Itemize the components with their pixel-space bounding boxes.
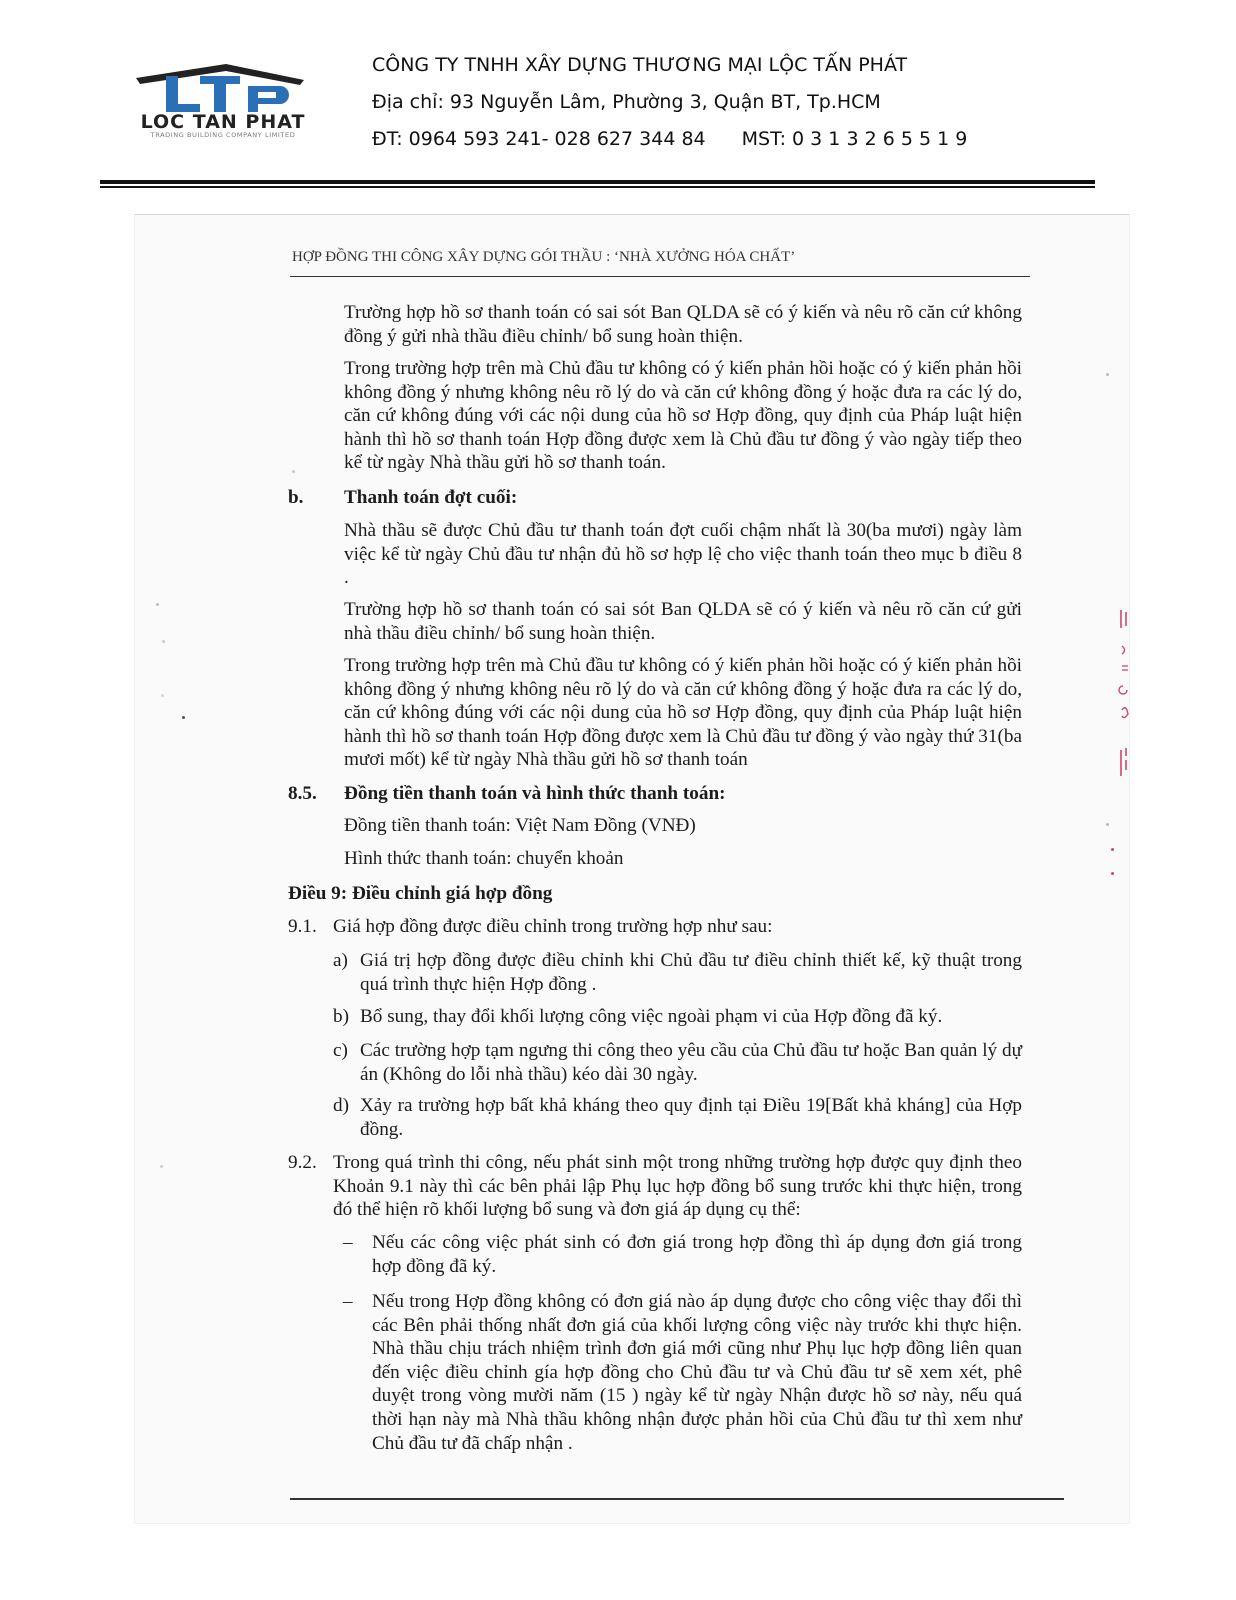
running-header: HỢP ĐỒNG THI CÔNG XÂY DỰNG GÓI THẦU : ‘NHÀ XƯỞNG HÓA CHẤT’ xyxy=(292,249,796,265)
section-9-1-text: Giá hợp đồng được điều chỉnh trong trường hợp như sau: xyxy=(333,916,773,937)
header-rule xyxy=(290,276,1030,277)
scan-speck xyxy=(156,603,159,606)
scan-speck xyxy=(182,716,185,719)
company-phone: ĐT: 0964 593 241- 028 627 344 84 xyxy=(372,128,706,150)
section-8-5-title: Đồng tiền thanh toán và hình thức thanh toán: xyxy=(344,783,726,804)
scan-speck xyxy=(292,470,295,473)
scan-speck xyxy=(160,1165,163,1168)
article-9-title: Điều 9: Điều chỉnh giá hợp đồng xyxy=(288,883,553,904)
section-8-5-number: 8.5. xyxy=(288,783,317,804)
stamp-edge-marks xyxy=(1118,610,1132,790)
section-9-2-number: 9.2. xyxy=(288,1152,317,1173)
paragraph-final-payment: Nhà thầu sẽ được Chủ đầu tư thanh toán đợt cuối chậm nhất là 30(ba mươi) ngày làm việc kể từ ngày Chủ đầu tư nhận đủ hồ sơ hợp lệ cho việc thanh toán theo mục b điều 8 . xyxy=(344,520,1022,589)
paragraph-invalid-dossier-final: Trường hợp hồ sơ thanh toán có sai sót Ban QLDA sẽ có ý kiến và nêu rõ căn cứ gửi nhà thầu điều chỉnh/ bổ sung hoàn thiện. xyxy=(344,599,1022,644)
company-tax-code: MST: 0 3 1 3 2 6 5 5 1 9 xyxy=(741,128,968,150)
item-a-label: a) xyxy=(333,950,348,971)
section-9-1-number: 9.1. xyxy=(288,916,317,937)
stamp-fragment-icon xyxy=(1118,610,1132,790)
item-b-label: b. xyxy=(288,487,304,508)
item-d-text: Xảy ra trường hợp bất khả kháng theo quy định tại Điều 19[Bất khả kháng] của Hợp đồng. xyxy=(360,1095,1022,1140)
logo-tagline: TRADING BUILDING COMPANY LIMITED xyxy=(150,131,296,139)
company-address: Địa chỉ: 93 Nguyễn Lâm, Phường 3, Quận BT, Tp.HCM xyxy=(372,91,881,113)
payment-currency: Đồng tiền thanh toán: Việt Nam Đồng (VNĐ) xyxy=(344,815,696,836)
paragraph-no-feedback: Trong trường hợp trên mà Chủ đầu tư không có ý kiến phản hồi hoặc có ý kiến phản hồi không đồng ý nhưng không nêu rõ lý do và căn cứ không đồng ý hoặc đưa ra các lý do, căn cứ không đúng với các nội dung của hồ sơ Hợp đồng, quy định của Pháp luật hiện hành thì hồ sơ thanh toán Hợp đồng được xem là Chủ đầu tư đồng ý vào ngày tiếp theo kể từ ngày Nhà thầu gửi hồ sơ thanh toán. xyxy=(344,358,1022,474)
scan-speck xyxy=(161,694,164,697)
letterhead-divider-thin xyxy=(100,186,1095,188)
item-d-label: d) xyxy=(333,1095,349,1116)
bullet-dash-1: – xyxy=(343,1232,353,1253)
bullet-new-price: Nếu trong Hợp đồng không có đơn giá nào áp dụng được cho công việc thay đổi thì các Bên phải thống nhất đơn giá của khối lượng công việc này trước khi thực hiện. Nhà thầu chịu trách nhiệm trình đơn giá mới cũng như Phụ lục hợp đồng liên quan đến việc điều chỉnh gía hợp đồng cho Chủ đầu tư và Chủ đầu tư sẽ xem xét, phê duyệt trong vòng mười năm (15 ) ngày kể từ ngày Nhận được hồ sơ này, nếu quá thời hạn này mà Nhà thầu không nhận được phản hồi của Chủ đầu tư thì xem như Chủ đầu tư đã chấp nhận . xyxy=(372,1291,1022,1454)
letterhead-divider xyxy=(100,180,1095,184)
company-logo xyxy=(108,62,338,140)
logo-wordmark: LOC TAN PHAT xyxy=(140,111,306,133)
company-name: CÔNG TY TNHH XÂY DỰNG THƯƠNG MẠI LỘC TẤN PHÁT xyxy=(372,54,908,76)
paragraph-no-feedback-final: Trong trường hợp trên mà Chủ đầu tư không có ý kiến phản hồi hoặc có ý kiến phản hồi không đồng ý nhưng không nêu rõ lý do và căn cứ không đồng ý hoặc đưa ra các lý do, căn cứ không đúng với các nội dung của hồ sơ Hợp đồng, quy định của Pháp luật hiện hành thì hồ sơ thanh toán Hợp đồng được xem là Chủ đầu tư đồng ý vào ngày thứ 31(ba mươi mốt) kể từ ngày Nhà thầu gửi hồ sơ thanh toán xyxy=(344,655,1022,771)
item-b-title: Thanh toán đợt cuối: xyxy=(344,487,518,508)
scan-speck xyxy=(1111,872,1114,875)
bullet-dash-2: – xyxy=(343,1291,353,1312)
item-c-label: c) xyxy=(333,1040,348,1061)
item-bb-text: Bổ sung, thay đổi khối lượng công việc ngoài phạm vi của Hợp đồng đã ký. xyxy=(360,1006,943,1027)
scan-speck xyxy=(1106,823,1109,826)
scan-speck xyxy=(162,640,165,643)
item-a-text: Giá trị hợp đồng được điều chỉnh khi Chủ đầu tư điều chỉnh thiết kế, kỹ thuật trong quá trình thực hiện Hợp đồng . xyxy=(360,950,1022,995)
item-bb-label: b) xyxy=(333,1006,349,1027)
scan-speck xyxy=(1106,373,1109,376)
scan-speck xyxy=(1111,848,1114,851)
footer-rule xyxy=(290,1498,1064,1500)
scan-edge xyxy=(134,214,1130,215)
company-info xyxy=(372,50,967,161)
item-c-text: Các trường hợp tạm ngưng thi công theo yêu cầu của Chủ đầu tư hoặc Ban quản lý dự án (Không do lỗi nhà thầu) kéo dài 30 ngày. xyxy=(360,1040,1022,1085)
bullet-existing-price: Nếu các công việc phát sinh có đơn giá trong hợp đồng thì áp dụng đơn giá trong hợp đồng đã ký. xyxy=(372,1232,1022,1277)
payment-method: Hình thức thanh toán: chuyển khoản xyxy=(344,848,624,869)
section-9-2-text: Trong quá trình thi công, nếu phát sinh một trong những trường hợp được quy định theo Khoản 9.1 này thì các bên phải lập Phụ lục hợp đồng bổ sung trước khi thực hiện, trong đó thể hiện rõ khối lượng bổ sung và đơn giá áp dụng cụ thể: xyxy=(333,1152,1022,1221)
company-contact xyxy=(372,124,967,161)
paragraph-invalid-dossier: Trường hợp hồ sơ thanh toán có sai sót Ban QLDA sẽ có ý kiến và nêu rõ căn cứ không đồng ý gửi nhà thầu điều chỉnh/ bổ sung hoàn thiện. xyxy=(344,302,1022,347)
